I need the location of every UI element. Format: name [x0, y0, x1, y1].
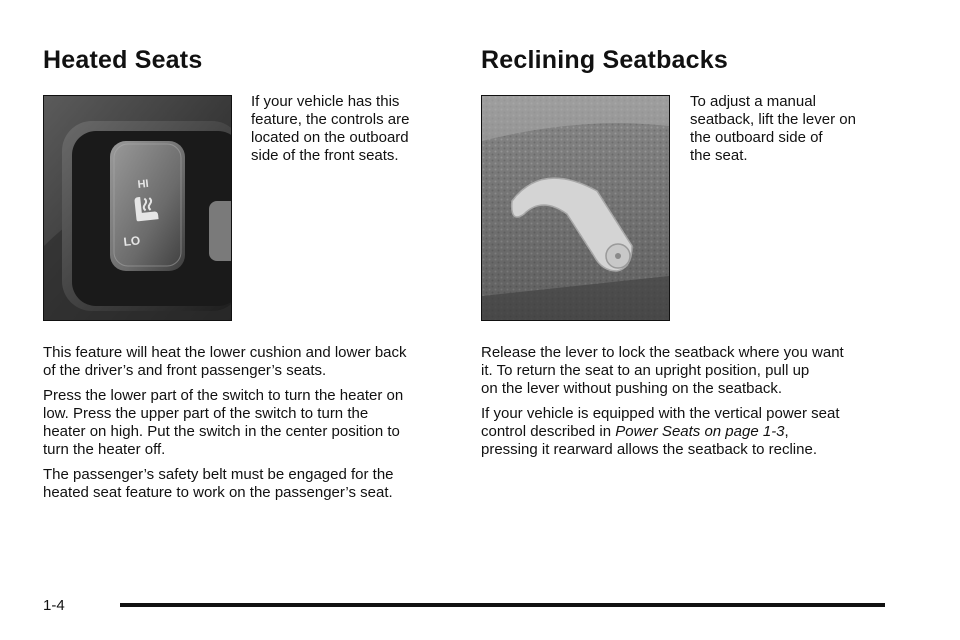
reclining-seatbacks-intro: To adjust a manual seatback, lift the lever on the outboard side of the seat.	[690, 93, 856, 164]
heated-seats-paragraph-2: Press the lower part of the switch to turn the heater on low. Press the upper part of the switch to turn the heater on high. Put the switch in the center position to turn the heater off.	[43, 387, 404, 458]
footer-rule	[120, 603, 885, 607]
switch-lo-label: LO	[122, 233, 141, 249]
reclining-seatbacks-paragraph-1: Release the lever to lock the seatback where you want it. To return the seat to an upright position, pull up on the lever without pushing on the seatback.	[481, 344, 844, 397]
heated-seats-heading: Heated Seats	[43, 46, 203, 74]
switch-hi-label: HI	[137, 177, 150, 191]
seatback-lever-photo	[481, 95, 670, 321]
reclining-seatbacks-heading: Reclining Seatbacks	[481, 46, 728, 74]
heated-seats-paragraph-1: This feature will heat the lower cushion and lower back of the driver’s and front passenger’s seats.	[43, 344, 407, 379]
page-number: 1-4	[43, 597, 65, 614]
reclining-seatbacks-paragraph-2: If your vehicle is equipped with the vertical power seat control described in Power Seats on page 1-3, pressing it rearward allows the seatback to recline.	[481, 405, 840, 458]
heated-seats-intro: If your vehicle has this feature, the controls are located on the outboard side of the front seats.	[251, 93, 410, 164]
heated-seats-paragraph-3: The passenger’s safety belt must be engaged for the heated seat feature to work on the passenger’s seat.	[43, 466, 394, 501]
power-seats-reference-link[interactable]: Power Seats on page 1-3	[615, 423, 785, 440]
heated-seat-switch-photo	[43, 95, 232, 321]
